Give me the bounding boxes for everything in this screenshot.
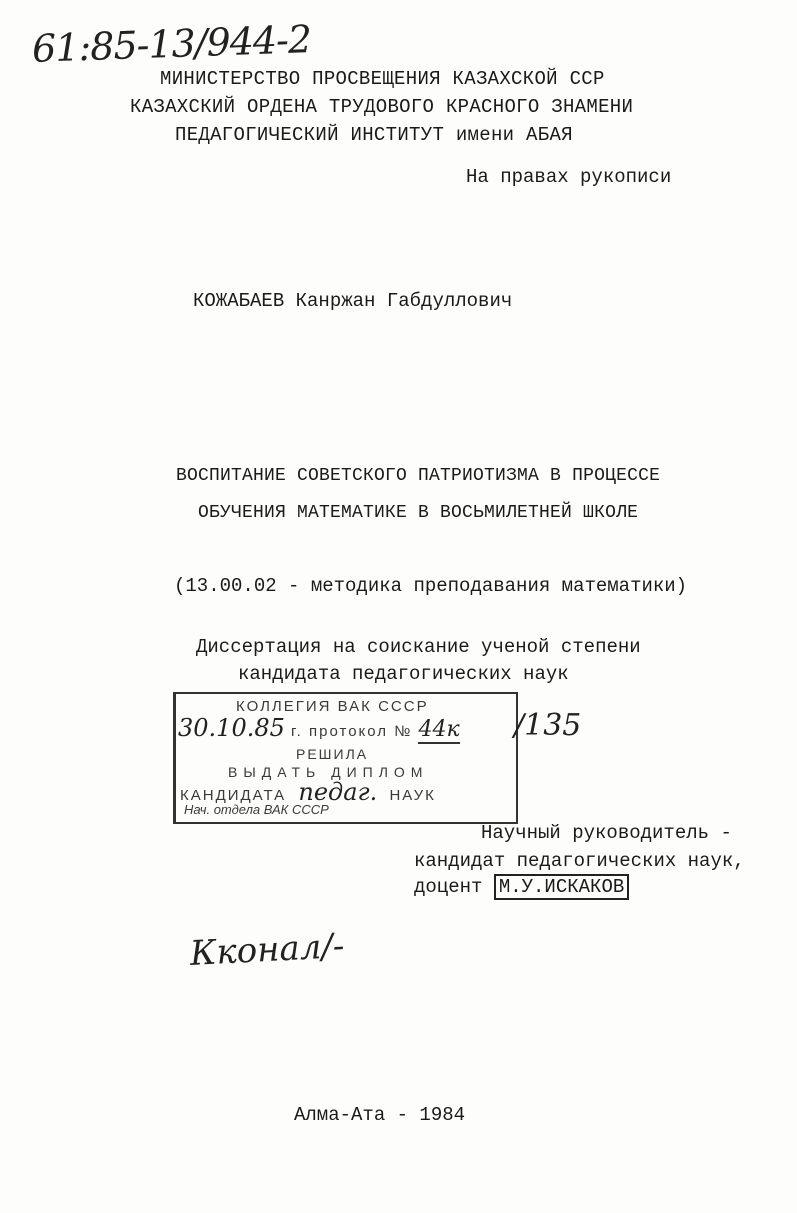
header-line-2: КАЗАХСКИЙ ОРДЕНА ТРУДОВОГО КРАСНОГО ЗНАМЕНИ (130, 96, 634, 118)
stamp-protocol-number: 44к (418, 717, 460, 742)
dissertation-line-1: Диссертация на соискание ученой степени (196, 636, 641, 658)
footer-city-year: Алма-Ата - 1984 (294, 1104, 466, 1126)
archive-code: 61:85-13/944-2 (31, 17, 312, 71)
handwritten-signature: Кконал/- (189, 925, 346, 975)
stamp-line-6: Нач. отдела ВАК СССР (184, 802, 329, 817)
stamp-protocol-label: г. протокол № (291, 723, 413, 740)
dissertation-line-2: кандидата педагогических наук (238, 663, 569, 685)
rights-note: На правах рукописи (466, 166, 672, 188)
stamp-line-2 (178, 714, 460, 744)
supervisor-line-3 (414, 876, 629, 898)
supervisor-title: доцент (414, 876, 483, 898)
supervisor-name: М.У.ИСКАКОВ (494, 874, 629, 900)
stamp-date: 30.10.85 (178, 714, 285, 742)
supervisor-line-1: Научный руководитель - (481, 822, 732, 844)
stamp-degree-prefix: КАНДИДАТА (180, 787, 287, 804)
stamp-line-1: КОЛЛЕГИЯ ВАК СССР (236, 698, 429, 715)
specialty-code: (13.00.02 - методика преподавания математики) (174, 575, 688, 597)
vak-stamp (173, 692, 518, 824)
stamp-line-4: ВЫДАТЬ ДИПЛОМ (228, 764, 429, 780)
stamp-degree-field: педаг. (298, 778, 378, 806)
stamp-line-3: РЕШИЛА (296, 746, 369, 762)
supervisor-line-2: кандидат педагогических наук, (414, 850, 745, 872)
header-line-1: МИНИСТЕРСТВО ПРОСВЕЩЕНИЯ КАЗАХСКОЙ ССР (160, 68, 605, 90)
author-name: КОЖАБАЕВ Канржан Габдуллович (193, 290, 513, 312)
stamp-degree-suffix: НАУК (389, 787, 436, 804)
stamp-side-note: /135 (514, 708, 582, 743)
title-line-2: ОБУЧЕНИЯ МАТЕМАТИКЕ В ВОСЬМИЛЕТНЕЙ ШКОЛЕ (198, 503, 639, 523)
header-line-3: ПЕДАГОГИЧЕСКИЙ ИНСТИТУТ имени АБАЯ (175, 124, 573, 146)
title-line-1: ВОСПИТАНИЕ СОВЕТСКОГО ПАТРИОТИЗМА В ПРОЦЕССЕ (176, 466, 661, 486)
